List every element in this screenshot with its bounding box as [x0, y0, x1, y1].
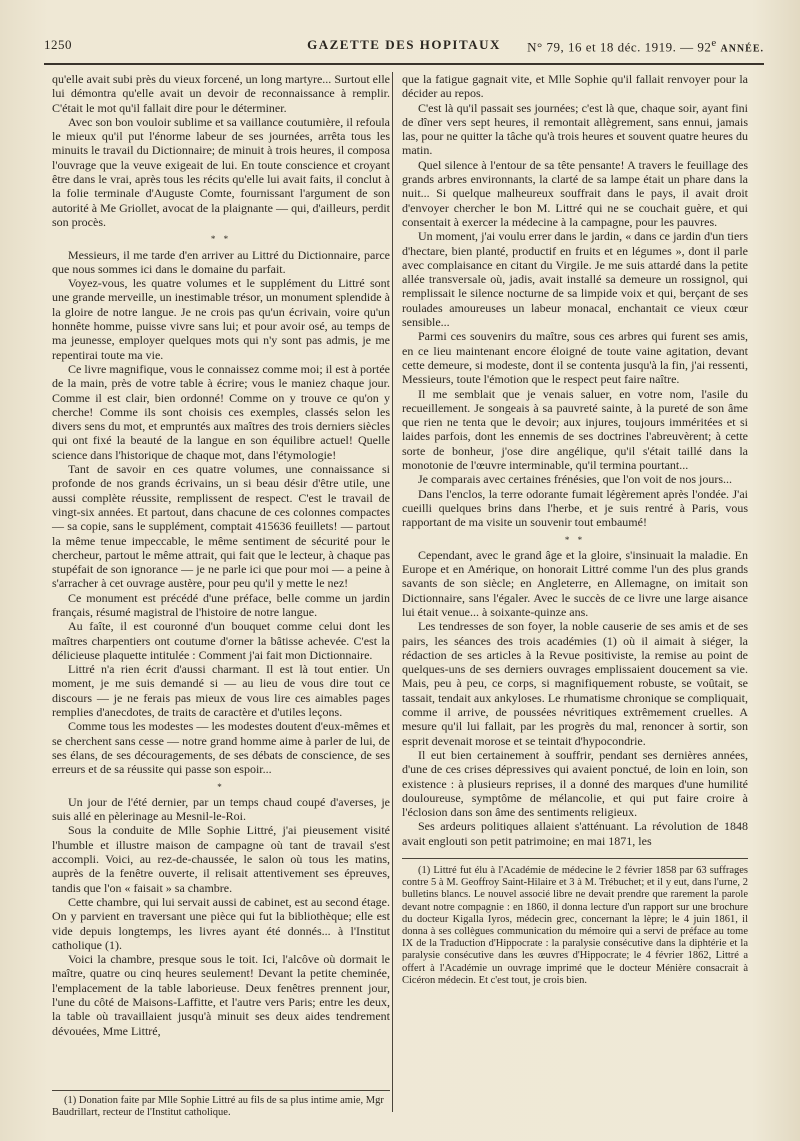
paragraph: C'est là qu'il passait ses journées; c'est là que, chaque soir, ayant fini de dîner vers sept heures, il remontait allègrement, sans ennui, jamais las, pour ne quitter la tâche qu'à trois heures et souvent quatre heures du matin. [402, 100, 748, 158]
column-rule [392, 72, 393, 1112]
paragraph: que la fatigue gagnait vite, et Mlle Sophie qu'il fallait renvoyer pour la décider au repos. [402, 72, 748, 101]
paragraph: Il me semblait que je venais saluer, en votre nom, l'asile du recueillement. Je songeais à sa pauvreté sainte, à la pureté de son âme que rien ne tenta que le devoir; aux injures, toujours imméritées et si laides parfois, dont les ennemis de ses doctrines l'abreuvèrent; à cette sorte de bonheur, j'ose dire angélique, qu'il s'était taillé dans la monotonie de l'œuvre interminable, qu'il termina pourtant... [402, 386, 748, 473]
right-column [402, 72, 748, 987]
paragraph: Un moment, j'ai voulu errer dans le jardin, « dans ce jardin d'un tiers d'hectare, bien planté, productif en fruits et en légumes », dont il parle avec complaisance en citant du Virgile. Je me suis attardé dans la petite allée transversale où, jadis, avait installé sa demeure un rossignol, qui remplissait le silence nocturne de sa limpide voix et qui, berçant de ses roulades amoureuses un labeur monacal, enchantait ce vieux cœur sensible... [402, 229, 748, 330]
issue-info: N° 79, 16 et 18 déc. 1919. — 92e ANNÉE. [527, 37, 764, 55]
left-column [52, 72, 390, 1038]
issue-date: N° 79, 16 et 18 déc. 1919. — 92 [527, 39, 712, 55]
paragraph: Ce monument est précédé d'une préface, belle comme un jardin français, résumé magistral de l'histoire de notre langue. [52, 590, 390, 619]
paragraph: Tant de savoir en ces quatre volumes, une connaissance si profonde de nos grands écrivains, un si beau désir d'être utile, une aussi complète réussite, remplissent de respect. C'est le travail de vingt-six années. Et partout, dans chacune de ces colonnes compactes — sa copie, sans le supplément, comptait 415636 feuillets! — partout la même tenue impeccable, le même sentiment de sécurité pour le chercheur, partout le même attrait, qui fait que le lecteur, à chaque pas stupéfait de son ignorance — je ne parle ici que pour moi — a peine à s'arracher à cet ouvrage austère, pour peu qu'il y mette le nez! [52, 462, 390, 591]
paragraph: Quel silence à l'entour de sa tête pensante! A travers le feuillage des grands arbres environnants, la clarté de sa lampe était un phare dans la nuit... Si quelque malheureux souffrait dans le pays, il avait droit d'envoyer chercher le bon M. Littré qui ne se couchait guère, et qui consentait à exercer la médecine à la campagne, pour les pauvres. [402, 157, 748, 229]
page-number: 1250 [44, 37, 72, 52]
paragraph: Avec son bon vouloir sublime et sa vaillance coutumière, il refoula le mieux qu'il put l'énorme labeur de ses journées, arrêta tous les minuits le travail du Dictionnaire; de minuit à trois heures, il composa l'ouvrage que la veuve exigeait de lui. En toute conscience et croyant être dans le vrai, après tous les récits qu'elle lui avait faits, il conclut à la folie terminale d'Auguste Comte, fournissant l'argument de son autorité à Me Griollet, avocat de la plaignante — qui, d'ailleurs, perdit son procès. [52, 114, 390, 229]
paragraph: Voyez-vous, les quatre volumes et le supplément du Littré sont une grande merveille, un inestimable trésor, un monument splendide à la gloire de notre langue. Je ne crois pas qu'un écrivain, voire qu'un honnête homme, puisse vivre sans lui; et pour avoir osé, au temps de ma jeunesse, employer quelques mots qui n'y sont pas admis, je me repentirai toute ma vie. [52, 276, 390, 362]
left-footnote-block [52, 1090, 390, 1119]
paragraph: Les tendresses de son foyer, la noble causerie de ses amis et de ses pairs, les séances des trois académies (1) où il aimait à siéger, la rédaction de ses articles à la Revue positiviste, la remise au point de quelques-uns de ses derniers ouvrages emplissaient doucement sa vie. Mais, peu à peu, ce corps, si magnifiquement robuste, se voûtait, se tassait, tendait aux ankyloses. Le rhumatisme chronique se compliquait, comme il arrive, de poussées névritiques extrêmement cruelles. A mesure qu'il lui fallait, par les progrès du mal, renoncer à sortir, son esprit devenait morose et se teintait d'hypocondrie. [402, 619, 748, 748]
paragraph: Ses ardeurs politiques allaient s'atténuant. La révolution de 1848 avait englouti son petit patrimoine; en mai 1871, les [402, 819, 748, 848]
paragraph: Sous la conduite de Mlle Sophie Littré, j'ai pieusement visité l'humble et illustre maison de campagne où tant de travail s'est accompli. Voici, au rez-de-chaussée, le salon où tous les matins, auprès de la fenêtre ouverte, il relisait attentivement ses épreuves, tandis que l'on « faisait » sa chambre. [52, 823, 390, 895]
footnote: (1) Donation faite par Mlle Sophie Littré au fils de sa plus intime amie, Mgr Baudrillart, recteur de l'Institut catholique. [52, 1095, 384, 1119]
section-break: * * [564, 534, 586, 545]
paragraph: Je comparais avec certaines frénésies, que l'on voit de nos jours... [418, 472, 733, 487]
footnote-rule [402, 858, 748, 859]
paragraph: Ce livre magnifique, vous le connaissez comme moi; il est à portée de la main, près de votre table à écrire; vous le maniez chaque jour. Comme il est clair, bien ordonné! Comme on y trouve ce qu'on y cherche! Comme ils sont choisis ces exemples, classés selon les divers sens du mot, et empruntés aux maîtres des trois derniers siècles qui ont fixé la beauté de la langue en son équilibre actuel! Quelle science dans l'historique de chaque mot, dans l'étymologie! [52, 361, 390, 462]
paragraph: Voici la chambre, presque sous le toit. Ici, l'alcôve où dormait le maître, quatre ou cinq heures seulement! Devant la petite cheminée, l'emplacement de la table laborieuse. Deux fenêtres prennent jour, l'une du côté de Maisons-Laffitte, et l'autre vers Paris; entre les deux, la table où travaillaient jusqu'à minuit ses deux aides tendrement dévouées, Mme Littré, [52, 952, 390, 1038]
year-label: ANNÉE. [720, 43, 764, 55]
paragraph: Cette chambre, qui lui servait aussi de cabinet, est au second étage. On y parvient en traversant une pièce qui fut la bibliothèque; elle est vide depuis longtemps, les livres ayant été donnés... à l'Institut catholique (1). [52, 894, 390, 952]
paragraph: Cependant, avec le grand âge et la gloire, s'insinuait la maladie. En Europe et en Amérique, on honorait Littré comme l'un des plus grands savants de son siècle; en Angleterre, en Allemagne, on imitait son Dictionnaire, sans l'égaler. Avec le succès de ce livre une large aisance lui était venue... à soixante-quinze ans. [402, 547, 748, 619]
section-break: * * [210, 234, 232, 245]
paragraph: Un jour de l'été dernier, par un temps chaud coupé d'averses, je suis allé en pèlerinage au Mesnil-le-Roi. [52, 794, 390, 824]
footnote: (1) Littré fut élu à l'Académie de médecine le 2 février 1858 par 63 suffrages contre 5 à M. Geoffroy Saint-Hilaire et 3 à M. Trébuchet; et il y eut, dans l'urne, 2 bulletins blancs. Le nouvel associé libre ne devait prendre que rarement la parole devant notre compagnie : en 1860, il donna lecture d'un rapport sur une brochure du docteur Kigalla Iyros, médecin grec, concernant la lèpre; le 4 juin 1861, il donna à ses collègues communication du mémoire qui a servi de préface au tome IX de la Traduction d'Hippocrate : la paralysie consécutive dans la diphtérie et la paralysie consécutive dans les œuvres d'Hippocrate; le 4 février 1862, Littré a offert à l'Académie un ouvrage imprimé que le docteur Ménière consacrait à Cicéron médecin. Et c'est tout, je crois bien. [402, 865, 748, 986]
section-break: * [217, 781, 225, 792]
journal-title: GAZETTE DES HOPITAUX [307, 37, 501, 52]
paragraph: Littré n'a rien écrit d'aussi charmant. Il est là tout entier. Un moment, je me suis demandé si — au lieu de vous dire tout ce discours — je ne ferais pas mieux de vous lire ces aimables pages remplies d'anecdotes, de traits de caractère et d'utiles leçons. [52, 662, 390, 720]
paragraph: Au faîte, il est couronné d'un bouquet comme celui dont les maîtres charpentiers ont coutume d'orner la bâtisse achevée. C'est la délicieuse plaquette intitulée : Comment j'ai fait mon Dictionnaire. [52, 619, 390, 662]
paragraph: Parmi ces souvenirs du maître, sous ces arbres qui furent ses amis, en ce lieu maintenant encore éloigné de toute vaine agitation, devant cette demeure, si modeste, dont il se contenta jusqu'à la fin, j'ai ressenti, Messieurs, toute l'émotion que le respect peut faire naître. [402, 329, 748, 387]
paragraph: Dans l'enclos, la terre odorante fumait légèrement après l'ondée. J'ai cueilli quelques brins dans l'herbe, et je suis rentré à Paris, vous rapportant de ma visite un souvenir tout embaumé! [402, 486, 748, 530]
paragraph: Comme tous les modestes — les modestes doutent d'eux-mêmes et se cherchent sans cesse — notre grand homme aime à parler de lui, de ses élans, de ses découragements, de ses débats de conscience, de ses erreurs et de sa réussite qui passe son espoir... [52, 719, 390, 777]
page-header [44, 33, 764, 65]
paragraph: Messieurs, il me tarde d'en arriver au Littré du Dictionnaire, parce que nous sommes ici dans le domaine du parfait. [52, 247, 390, 276]
paragraph: Il eut bien certainement à souffrir, pendant ses dernières années, d'une de ces crises dépressives qui avaient ponctué, de loin en loin, son existence : à plusieurs reprises, il a donné des marques d'une humilité douloureuse, symptôme de mélancolie, et qui put faire croire à l'éclosion dans son âme des sentiments religieux. [402, 747, 748, 820]
footnote-rule [52, 1090, 390, 1091]
paragraph: qu'elle avait subi près du vieux forcené, un long martyre... Surtout elle lui démontra qu'elle avait un devoir de reconnaissance à remplir. C'était le mot qu'il fallait dire pour le déterminer. [52, 72, 390, 115]
